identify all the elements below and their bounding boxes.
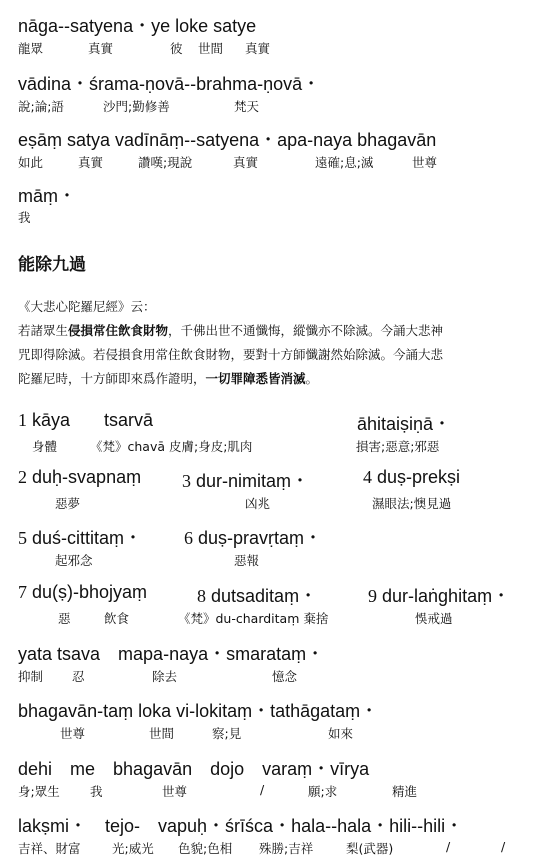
gloss-4-a: 我 (18, 210, 31, 225)
gloss: 身;眾生 (18, 784, 60, 799)
gloss: 願;求 (308, 784, 338, 799)
gloss-3-a: 如此 (18, 155, 44, 170)
para-line-4 (18, 369, 318, 387)
para-emphasis: 一切罪障悉皆消滅 (205, 371, 306, 386)
item-number: 7 (18, 582, 27, 602)
gloss-1-a: 龍眾 (18, 41, 44, 56)
gloss: / (260, 782, 265, 797)
mantra-item-3 (182, 467, 309, 493)
mantra-item-4 (363, 467, 460, 488)
gloss: 精進 (392, 784, 418, 799)
mantra-word: duś-cittitaṃ・ (32, 528, 143, 548)
gloss: 吉祥、財富 (18, 841, 81, 856)
item-number: 4 (363, 467, 372, 487)
item-number: 9 (368, 586, 377, 606)
gloss-2-c: 梵天 (234, 99, 260, 114)
gloss: 世尊 (162, 784, 188, 799)
gloss: 色貌;色相 (178, 841, 233, 856)
item-number: 3 (182, 471, 191, 491)
gloss: 凶兆 (245, 496, 271, 511)
mantra-word: du(ṣ)-bhojyaṃ (32, 582, 148, 602)
gloss-3-e: 遠確;息;滅 (315, 155, 374, 170)
gloss-2-b: 沙門;勤修善 (103, 99, 170, 114)
mantra-row-1 (18, 410, 70, 431)
mantra-line-2: vādina・śrama-ṇovā--brahma-ṇovā・ (18, 74, 321, 94)
mantra-line-1: nāga--satyena・ye loke satye (18, 16, 257, 36)
mantra-row-7: dehi me bhagavān dojo varaṃ・vīrya (18, 759, 370, 779)
gloss: 光;威光 (112, 841, 154, 856)
mantra-row-5: yata tsava mapa-naya・smarataṃ・ (18, 644, 325, 664)
mantra-word: kāya (32, 410, 71, 430)
mantra-word: dutsaditaṃ・ (211, 586, 318, 606)
gloss: / (501, 839, 506, 854)
gloss-1-b: 真實 (88, 41, 114, 56)
gloss-3-f: 世尊 (412, 155, 438, 170)
gloss: 身體 (32, 439, 58, 454)
item-number: 1 (18, 410, 27, 430)
gloss: / (446, 839, 451, 854)
mantra-word: dur-laṅghitaṃ・ (382, 586, 511, 606)
gloss: 飲食 (104, 611, 130, 626)
mantra-row-8: lakṣmi・ tejo- vapuḥ・śrīśca・hala--hala・hili--hili・ (18, 816, 464, 836)
gloss: 惡 (58, 611, 71, 626)
para-line-3: 咒即得除滅。若侵損食用常住飲食財物，要對十方師懺謝然始除滅。今誦大悲 (18, 347, 444, 362)
mantra-item-6 (184, 524, 322, 550)
mantra-item-9 (368, 582, 510, 608)
gloss: 忍 (72, 669, 85, 684)
gloss: 抑制 (18, 669, 44, 684)
mantra-row-6: bhagavān-taṃ loka vi-lokitaṃ・tathāgataṃ・ (18, 701, 379, 721)
mantra-word: dur-nimitaṃ・ (196, 471, 310, 491)
gloss: 察;見 (212, 726, 242, 741)
gloss: 我 (90, 784, 103, 799)
para-text: 。 (305, 371, 319, 386)
section-heading: 能除九過 (18, 255, 86, 275)
gloss: 《梵》du-charditaṃ 棄捨 (178, 611, 329, 626)
mantra-word: duṣ-pravṛtaṃ・ (198, 528, 323, 548)
mantra-item-5 (18, 524, 142, 550)
gloss: 起邪念 (55, 553, 93, 568)
quote-source: 《大悲心陀羅尼經》云： (18, 299, 156, 314)
gloss: 損害;惡意;邪惡 (356, 439, 440, 454)
item-number: 5 (18, 528, 27, 548)
gloss: 殊勝;吉祥 (259, 841, 314, 856)
gloss-2-a: 說;論;語 (18, 99, 64, 114)
mantra-item-7 (18, 582, 147, 603)
mantra-word: duḥ-svapnaṃ (32, 467, 142, 487)
gloss-1-c: 彼 (170, 41, 183, 56)
gloss: 《梵》chavā 皮膚;身皮;肌肉 (90, 439, 253, 454)
item-number: 2 (18, 467, 27, 487)
gloss: 世尊 (60, 726, 86, 741)
gloss: 憶念 (272, 669, 298, 684)
gloss: 悞戒過 (415, 611, 453, 626)
para-emphasis: 侵損常住飲食財物 (68, 323, 169, 338)
gloss-3-b: 真實 (78, 155, 104, 170)
mantra-row-2 (18, 467, 141, 488)
item-number: 6 (184, 528, 193, 548)
mantra-line-4: māṃ・ (18, 186, 76, 206)
gloss: 惡報 (234, 553, 260, 568)
mantra-word: duṣ-prekṣi (377, 467, 461, 487)
gloss: 梨(武器) (346, 841, 394, 856)
gloss: 如來 (328, 726, 354, 741)
gloss-1-d: 世間 (198, 41, 224, 56)
gloss: 惡夢 (55, 496, 81, 511)
gloss-1-e: 真實 (245, 41, 271, 56)
mantra-item-8 (197, 582, 317, 608)
para-text: ，千佛出世不通懺悔，縱懺亦不除滅。今誦大悲神 (168, 323, 444, 338)
gloss: 除去 (152, 669, 178, 684)
para-text: 陀羅尼時，十方師即來爲作證明， (18, 371, 206, 386)
gloss: 世間 (149, 726, 175, 741)
mantra-line-3: eṣāṃ satya vadīnāṃ--satyena・apa-naya bhagavān (18, 130, 437, 150)
gloss-3-c: 讚嘆;現說 (138, 155, 193, 170)
item-number: 8 (197, 586, 206, 606)
para-line-2 (18, 321, 443, 339)
mantra-word: āhitaiṣiṇā・ (357, 414, 452, 434)
para-text: 若諸眾生 (18, 323, 69, 338)
gloss-3-d: 真實 (233, 155, 259, 170)
gloss: 濕眼法;懊見過 (372, 496, 452, 511)
mantra-word: tsarvā (104, 410, 154, 430)
